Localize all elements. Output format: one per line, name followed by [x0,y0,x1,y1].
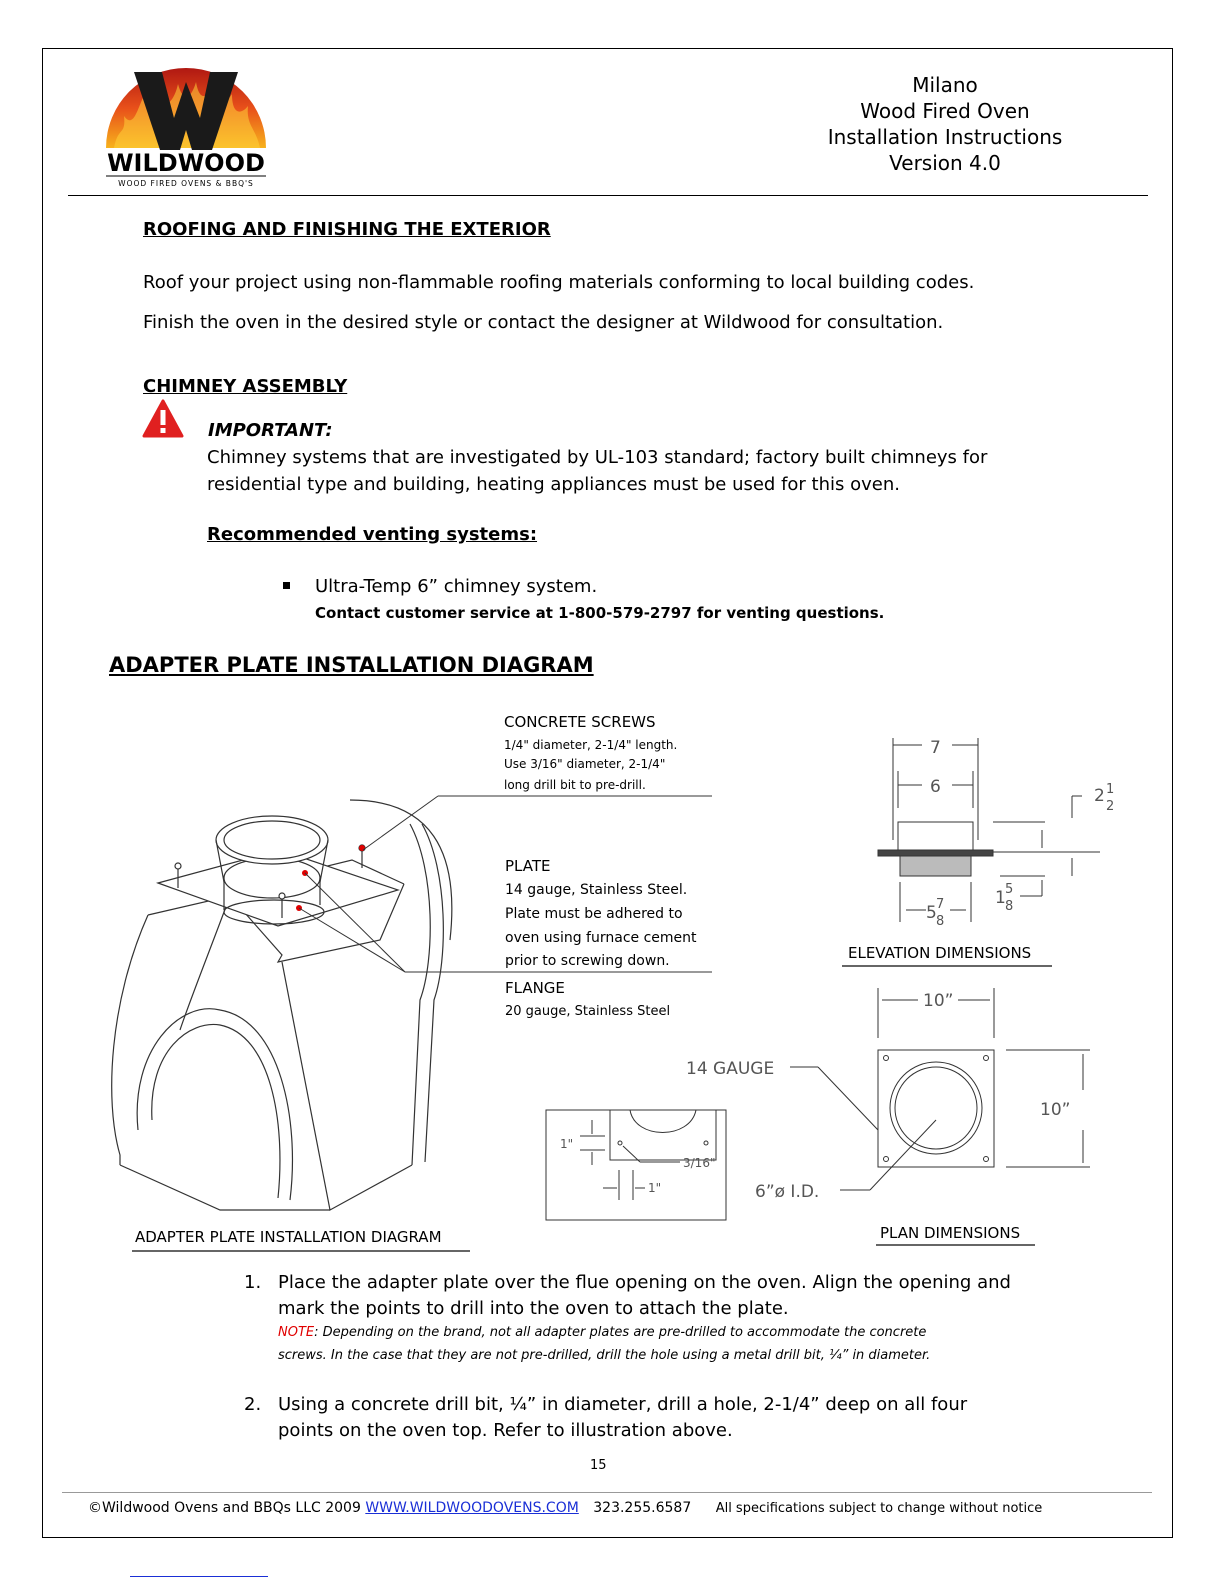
bottom-link-underline [130,1576,268,1577]
venting-contact: Contact customer service at 1-800-579-2797 for venting questions. [315,604,885,622]
roofing-heading: ROOFING AND FINISHING THE EXTERIOR [143,219,551,240]
plan-caption: PLAN DIMENSIONS [880,1224,1021,1242]
warning-icon [142,399,184,439]
header-version: Version 4.0 [889,151,1001,175]
header-doc-title: Installation Instructions [827,125,1063,149]
diagram-caption: ADAPTER PLATE INSTALLATION DIAGRAM [135,1228,442,1246]
detail-dim-3-16: 3/16" [683,1156,716,1170]
callout-plate-line-3: oven using furnace cement [505,930,697,946]
adapter-plate-illustration [158,816,398,926]
document-header [800,72,1090,176]
callout-plate-title: PLATE [505,857,551,875]
adapter-heading: ADAPTER PLATE INSTALLATION DIAGRAM [109,653,594,677]
elev-dim-2-whole: 2 [1094,786,1105,806]
elev-dim-5-num: 7 [936,897,945,912]
step-2-number: 2. [244,1394,262,1415]
footer-website-link[interactable]: WWW.WILDWOODOVENS.COM [365,1500,579,1516]
callouts [504,713,697,1019]
logo-wordmark: WILDWOOD [107,149,265,177]
wildwood-logo [104,66,268,190]
elev-dim-2-den: 2 [1106,799,1115,814]
logo-tagline: WOOD FIRED OVENS & BBQ'S [118,179,254,188]
callout-plate-line-2: Plate must be adhered to [505,906,683,922]
footer-notice: All specifications subject to change without notice [715,1501,1043,1516]
plan-dim-height: 10” [1040,1100,1071,1120]
roofing-paragraph-2: Finish the oven in the desired style or contact the designer at Wildwood for consultation. [143,312,944,333]
gauge-label: 14 GAUGE [686,1059,775,1079]
callout-plate-line-1: 14 gauge, Stainless Steel. [505,882,688,898]
elev-dim-2-num: 1 [1106,782,1115,797]
elev-dim-6: 6 [930,777,941,797]
footer-phone: 323.255.6587 [593,1500,692,1516]
callout-flange-line-1: 20 gauge, Stainless Steel [505,1004,671,1019]
elev-dim-7: 7 [930,738,941,758]
step-2-line-1: Using a concrete drill bit, ¼” in diameter, drill a hole, 2-1/4” deep on all four [278,1394,968,1415]
elev-dim-1-num: 5 [1005,882,1014,897]
callout-flange-title: FLANGE [505,979,565,997]
plan-dimensions [790,988,1090,1190]
footer-divider [62,1492,1152,1493]
header-product: Milano [912,73,978,97]
page-number: 15 [590,1458,607,1473]
note-label: NOTE [278,1325,315,1340]
roofing-paragraph-1: Roof your project using non-flammable roofing materials conforming to local building codes. [143,272,975,293]
elev-dim-1-den: 8 [1005,899,1014,914]
important-label: IMPORTANT: [208,420,333,441]
callout-screws-line-3: long drill bit to pre-drill. [504,778,646,792]
detail-dim-1-horizontal: 1" [648,1181,662,1195]
plan-dim-width: 10” [923,991,954,1011]
step-1-note-line-2: screws. In the case that they are not pre-drilled, drill the hole using a metal drill bit, ¼” in diameter. [278,1348,931,1363]
detail-dim-1-vertical: 1" [560,1137,574,1151]
callout-screws-line-2: Use 3/16" diameter, 2-1/4" [504,757,666,771]
footer-copyright: ©Wildwood Ovens and BBQs LLC 2009 [88,1500,361,1516]
venting-bullet: Ultra-Temp 6” chimney system. [315,576,598,597]
header-divider [68,195,1148,196]
venting-heading: Recommended venting systems: [207,524,538,545]
callout-screws-line-1: 1/4" diameter, 2-1/4" length. [504,738,678,752]
elev-dim-5-whole: 5 [926,903,937,923]
step-1-line-2: mark the points to drill into the oven to attach the plate. [278,1298,789,1319]
step-2-line-2: points on the oven top. Refer to illustration above. [278,1420,733,1441]
important-line-1: Chimney systems that are investigated by UL-103 standard; factory built chimneys for [207,447,988,468]
callout-plate-line-4: prior to screwing down. [505,953,670,969]
elev-dim-1-whole: 1 [995,888,1006,908]
step-1-note [278,1325,926,1340]
elev-dim-5-den: 8 [936,914,945,929]
step-1-number: 1. [244,1272,262,1293]
adapter-diagram [100,700,1115,1260]
important-line-2: residential type and building, heating appliances must be used for this oven. [207,474,900,495]
note-line-1: : Depending on the brand, not all adapter plates are pre-drilled to accommodate the concrete [314,1325,927,1340]
callout-screws-title: CONCRETE SCREWS [504,713,656,731]
step-1-line-1: Place the adapter plate over the flue opening on the oven. Align the opening and [278,1272,1011,1293]
chimney-heading: CHIMNEY ASSEMBLY [143,376,348,397]
elevation-dimensions [878,738,1100,922]
footer [88,1500,1042,1516]
inner-diameter-label: 6”ø I.D. [755,1182,820,1202]
header-oven: Wood Fired Oven [860,99,1030,123]
bullet-marker [283,582,290,589]
elevation-caption: ELEVATION DIMENSIONS [848,944,1032,962]
